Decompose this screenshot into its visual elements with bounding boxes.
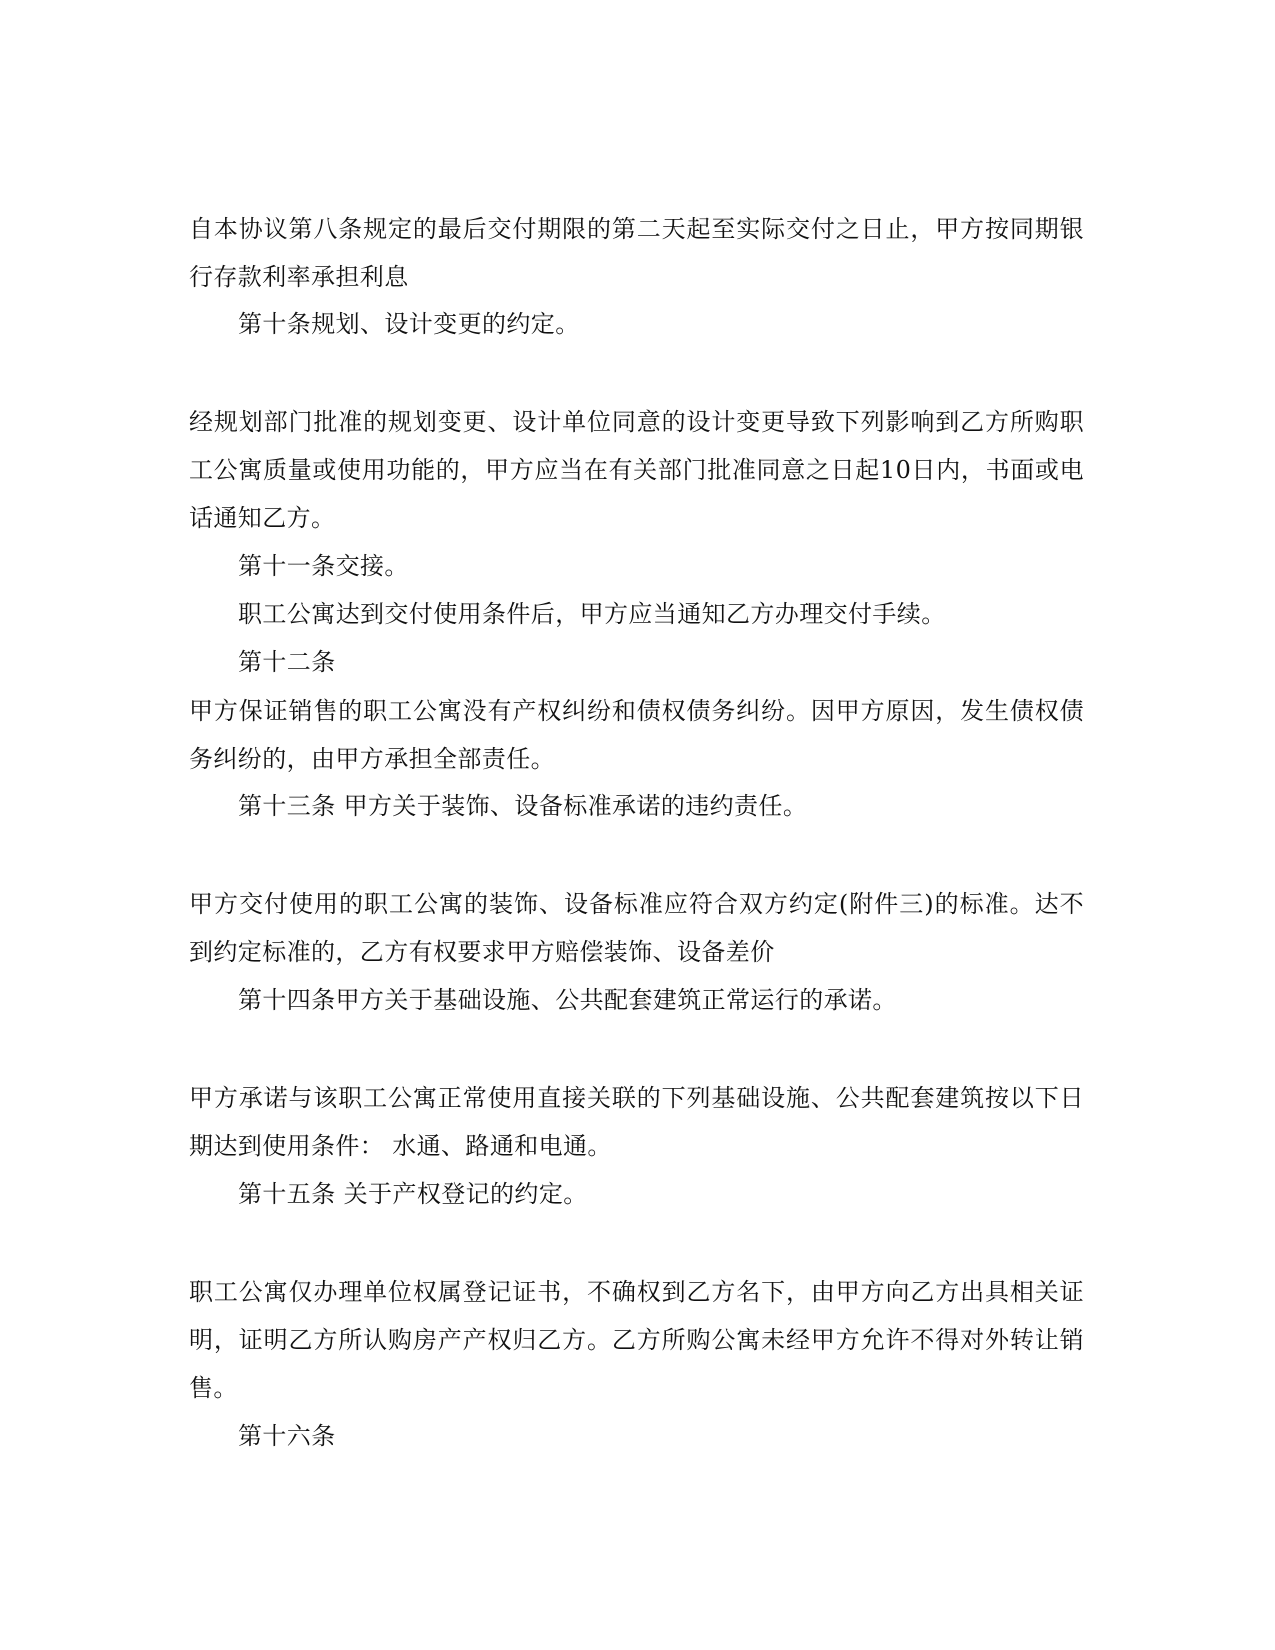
paragraph-line: 售。 [189, 1374, 238, 1402]
paragraph-line: 明，证明乙方所认购房产产权归乙方。乙方所购公寓未经甲方允许不得对外转让销 [189, 1326, 1084, 1354]
article-heading: 第十三条 甲方关于装饰、设备标准承诺的违约责任。 [238, 792, 808, 820]
article-heading: 第十五条 关于产权登记的约定。 [238, 1180, 588, 1208]
paragraph-line: 职工公寓仅办理单位权属登记证书，不确权到乙方名下，由甲方向乙方出具相关证 [189, 1278, 1084, 1306]
article-heading: 第十六条 [238, 1422, 336, 1450]
paragraph-line: 自本协议第八条规定的最后交付期限的第二天起至实际交付之日止，甲方按同期银 [189, 215, 1084, 243]
article-heading: 第十一条交接。 [238, 552, 409, 580]
paragraph-line: 到约定标准的，乙方有权要求甲方赔偿装饰、设备差价 [189, 938, 775, 966]
paragraph-line: 经规划部门批准的规划变更、设计单位同意的设计变更导致下列影响到乙方所购职 [189, 408, 1084, 436]
paragraph-line: 务纠纷的，由甲方承担全部责任。 [189, 745, 555, 773]
paragraph-line: 甲方保证销售的职工公寓没有产权纠纷和债权债务纠纷。因甲方原因，发生债权债 [189, 697, 1084, 725]
article-heading: 第十条规划、设计变更的约定。 [238, 310, 580, 338]
paragraph-line: 话通知乙方。 [189, 504, 336, 532]
paragraph-line: 行存款利率承担利息 [189, 263, 409, 291]
article-heading: 第十二条 [238, 648, 336, 676]
article-heading: 第十四条甲方关于基础设施、公共配套建筑正常运行的承诺。 [238, 986, 897, 1014]
paragraph-line: 期达到使用条件： 水通、路通和电通。 [189, 1132, 612, 1160]
paragraph-line: 职工公寓达到交付使用条件后，甲方应当通知乙方办理交付手续。 [238, 600, 946, 628]
paragraph-line: 工公寓质量或使用功能的，甲方应当在有关部门批准同意之日起10日内，书面或电 [189, 456, 1084, 484]
paragraph-line: 甲方承诺与该职工公寓正常使用直接关联的下列基础设施、公共配套建筑按以下日 [189, 1084, 1084, 1112]
paragraph-line: 甲方交付使用的职工公寓的装饰、设备标准应符合双方约定(附件三)的标准。达不 [189, 890, 1084, 918]
